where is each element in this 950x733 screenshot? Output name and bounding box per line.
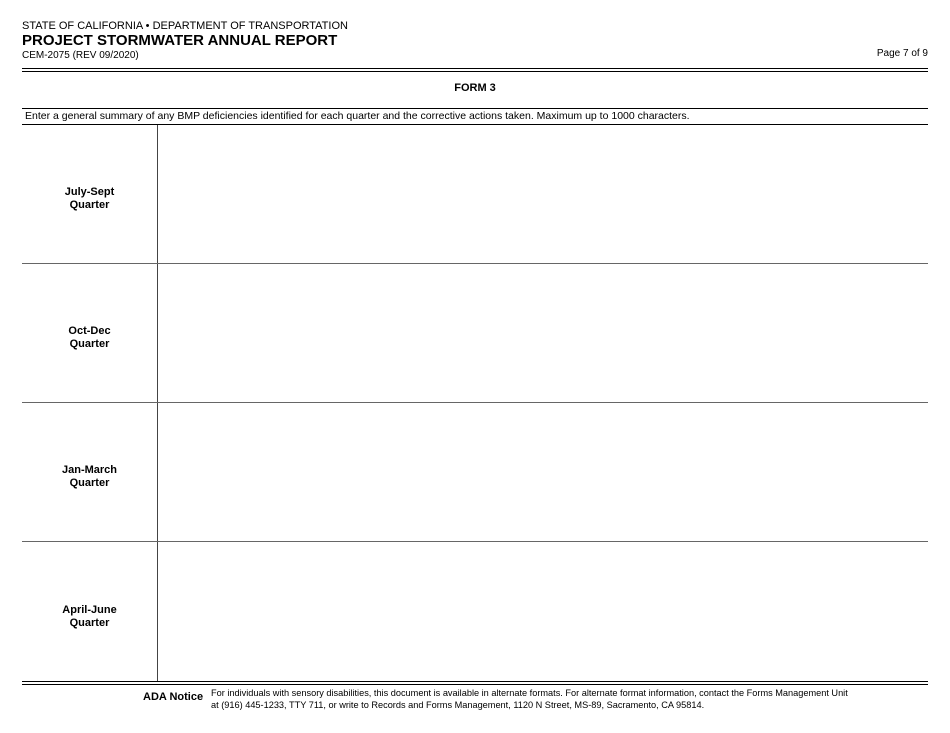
page-number: Page 7 of 9 [876,48,928,59]
summary-field-jan-march[interactable] [159,403,928,541]
form-number: CEM-2075 (REV 09/2020) [22,50,139,61]
ada-notice-label: ADA Notice [143,691,204,703]
form-header [22,20,928,65]
instructions-text: Enter a general summary of any BMP deficiencies identified for each quarter and the corrective actions taken. Maximum up to 1000 characters. [22,108,928,125]
form-title: FORM 3 [454,82,496,94]
header-divider-secondary [22,71,928,72]
footer-divider [22,681,928,682]
summary-field-july-sept[interactable] [159,125,928,263]
table-row [22,125,928,264]
summary-field-oct-dec[interactable] [159,264,928,402]
quarter-label-oct-dec: Oct-Dec Quarter [22,264,158,402]
table-row [22,542,928,682]
agency-name: STATE OF CALIFORNIA • DEPARTMENT OF TRANSPORTATION [22,20,348,32]
footer-divider-secondary [22,684,928,685]
summary-field-april-june[interactable] [159,542,928,681]
quarter-label-jan-march: Jan-March Quarter [22,403,158,541]
table-row [22,403,928,542]
quarter-table [22,125,928,682]
quarter-label-april-june: April-June Quarter [22,542,158,681]
table-row [22,264,928,403]
header-divider [22,68,928,69]
report-title: PROJECT STORMWATER ANNUAL REPORT [22,32,338,49]
ada-notice-text: For individuals with sensory disabilities, this document is available in alternate formats. For alternate format information, contact the Forms Management Unit at (916) 445-1233, TTY 711, or write to Records and Forms Management, 1120 N Street, MS-89, Sacramento, CA 95814. [211,688,848,710]
ada-notice [22,686,928,716]
quarter-label-july-sept: July-Sept Quarter [22,125,158,263]
